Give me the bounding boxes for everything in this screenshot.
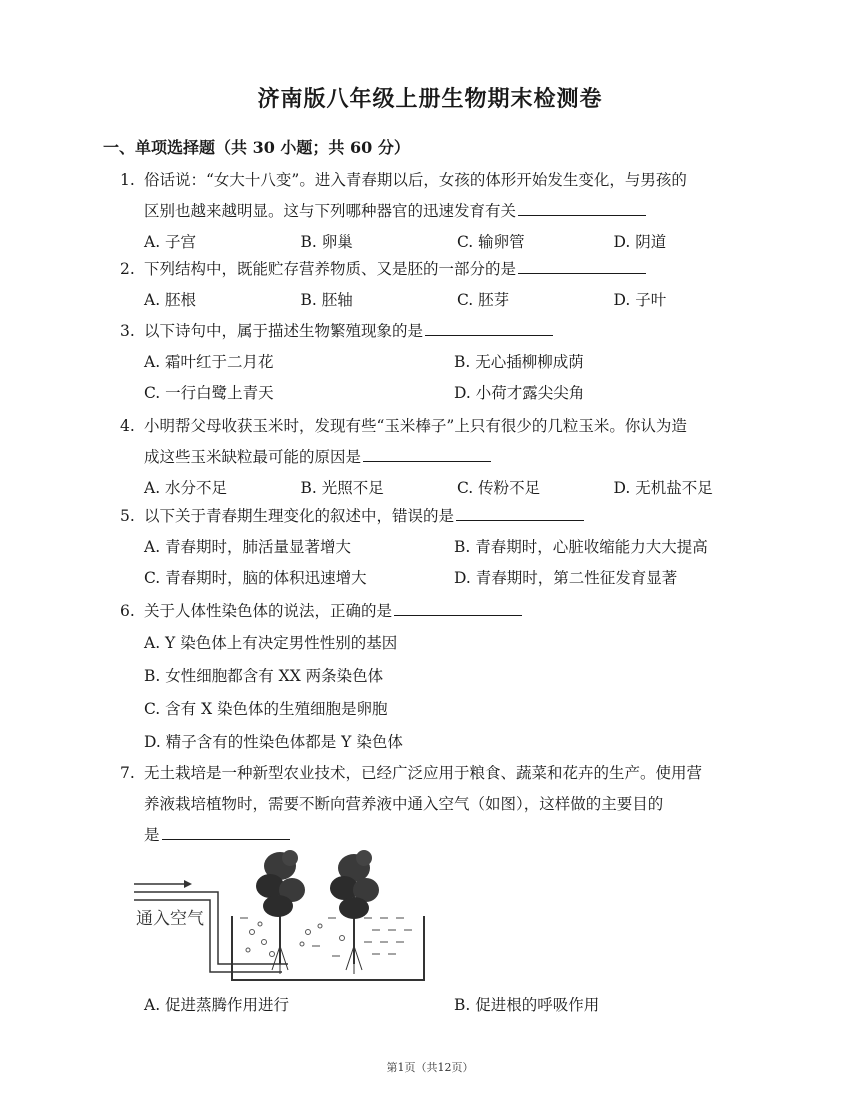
question-number: 7. xyxy=(120,764,135,782)
option-d: D. 阴道 xyxy=(613,233,667,251)
question-4 xyxy=(120,411,770,504)
question-text: 成这些玉米缺粒最可能的原因是 xyxy=(144,448,362,466)
answer-blank xyxy=(162,838,290,840)
answer-blank xyxy=(363,460,491,462)
question-5 xyxy=(120,501,770,594)
option-c: C. 含有 X 染色体的生殖细胞是卵胞 xyxy=(144,700,388,718)
question-6 xyxy=(120,596,770,759)
question-3 xyxy=(120,316,770,409)
question-text: 以下关于青春期生理变化的叙述中，错误的是 xyxy=(144,507,455,525)
question-text: 下列结构中，既能贮存营养物质、又是胚的一部分的是 xyxy=(144,260,517,278)
option-d: D. 精子含有的性染色体都是 Y 染色体 xyxy=(144,733,403,751)
answer-blank xyxy=(425,334,553,336)
option-a: A. 霜叶红于二月花 xyxy=(144,353,274,371)
question-2 xyxy=(120,254,770,316)
option-b: B. 女性细胞都含有 XX 两条染色体 xyxy=(144,667,384,685)
option-d: D. 子叶 xyxy=(613,291,667,309)
option-b: B. 促进根的呼吸作用 xyxy=(454,996,600,1014)
question-text: 以下诗句中，属于描述生物繁殖现象的是 xyxy=(144,322,424,340)
option-b: B. 无心插柳柳成荫 xyxy=(454,353,584,371)
question-number: 6. xyxy=(120,602,135,620)
option-c: C. 输卵管 xyxy=(457,233,525,251)
hydroponics-figure xyxy=(132,846,432,990)
option-c: C. 胚芽 xyxy=(457,291,510,309)
question-text: 俗话说：“女大十八变”。进入青春期以后，女孩的体形开始发生变化，与男孩的 xyxy=(144,171,687,189)
option-a: A. 青春期时，肺活量显著增大 xyxy=(144,538,352,556)
option-d: D. 无机盐不足 xyxy=(613,479,713,497)
page-title: 济南版八年级上册生物期末检测卷 xyxy=(257,86,603,112)
option-c: C. 青春期时，脑的体积迅速增大 xyxy=(144,569,367,587)
question-text: 无土栽培是一种新型农业技术，已经广泛应用于粮食、蔬菜和花卉的生产。使用营 xyxy=(144,764,703,782)
question-7 xyxy=(120,758,770,851)
option-b: B. 胚轴 xyxy=(300,291,353,309)
question-number: 1. xyxy=(120,171,135,189)
option-b: B. 青春期时，心脏收缩能力大大提高 xyxy=(454,538,708,556)
option-a: A. 子宫 xyxy=(144,233,197,251)
question-number: 5. xyxy=(120,507,135,525)
option-a: A. 胚根 xyxy=(144,291,197,309)
question-text: 区别也越来越明显。这与下列哪种器官的迅速发育有关 xyxy=(144,202,517,220)
question-number: 2. xyxy=(120,260,135,278)
option-d: D. 青春期时，第二性征发育显著 xyxy=(454,569,678,587)
question-text: 关于人体性染色体的说法，正确的是 xyxy=(144,602,393,620)
question-text: 小明帮父母收获玉米时，发现有些“玉米棒子”上只有很少的几粒玉米。你认为造 xyxy=(144,417,687,435)
page-footer: 第1页（共12页） xyxy=(386,1061,474,1074)
option-b: B. 卵巢 xyxy=(300,233,353,251)
question-text: 是 xyxy=(144,826,160,844)
option-a: A. Y 染色体上有决定男性性别的基因 xyxy=(144,634,398,652)
question-number: 4. xyxy=(120,417,135,435)
question-1 xyxy=(120,165,770,258)
figure-label: 通入空气 xyxy=(136,909,204,929)
section-heading: 一、单项选择题（共 30 小题；共 60 分） xyxy=(103,138,410,157)
option-b: B. 光照不足 xyxy=(300,479,384,497)
option-c: C. 一行白鹭上青天 xyxy=(144,384,274,402)
hydroponics-diagram xyxy=(132,846,432,986)
answer-blank xyxy=(394,614,522,616)
option-a: A. 促进蒸腾作用进行 xyxy=(144,996,290,1014)
question-number: 3. xyxy=(120,322,135,340)
answer-blank xyxy=(518,272,646,274)
answer-blank xyxy=(518,214,646,216)
answer-blank xyxy=(456,519,584,521)
option-d: D. 小荷才露尖尖角 xyxy=(454,384,585,402)
option-c: C. 传粉不足 xyxy=(457,479,541,497)
option-a: A. 水分不足 xyxy=(144,479,228,497)
question-7-options xyxy=(120,990,770,1021)
question-text: 养液栽培植物时，需要不断向营养液中通入空气（如图），这样做的主要目的 xyxy=(144,795,664,813)
